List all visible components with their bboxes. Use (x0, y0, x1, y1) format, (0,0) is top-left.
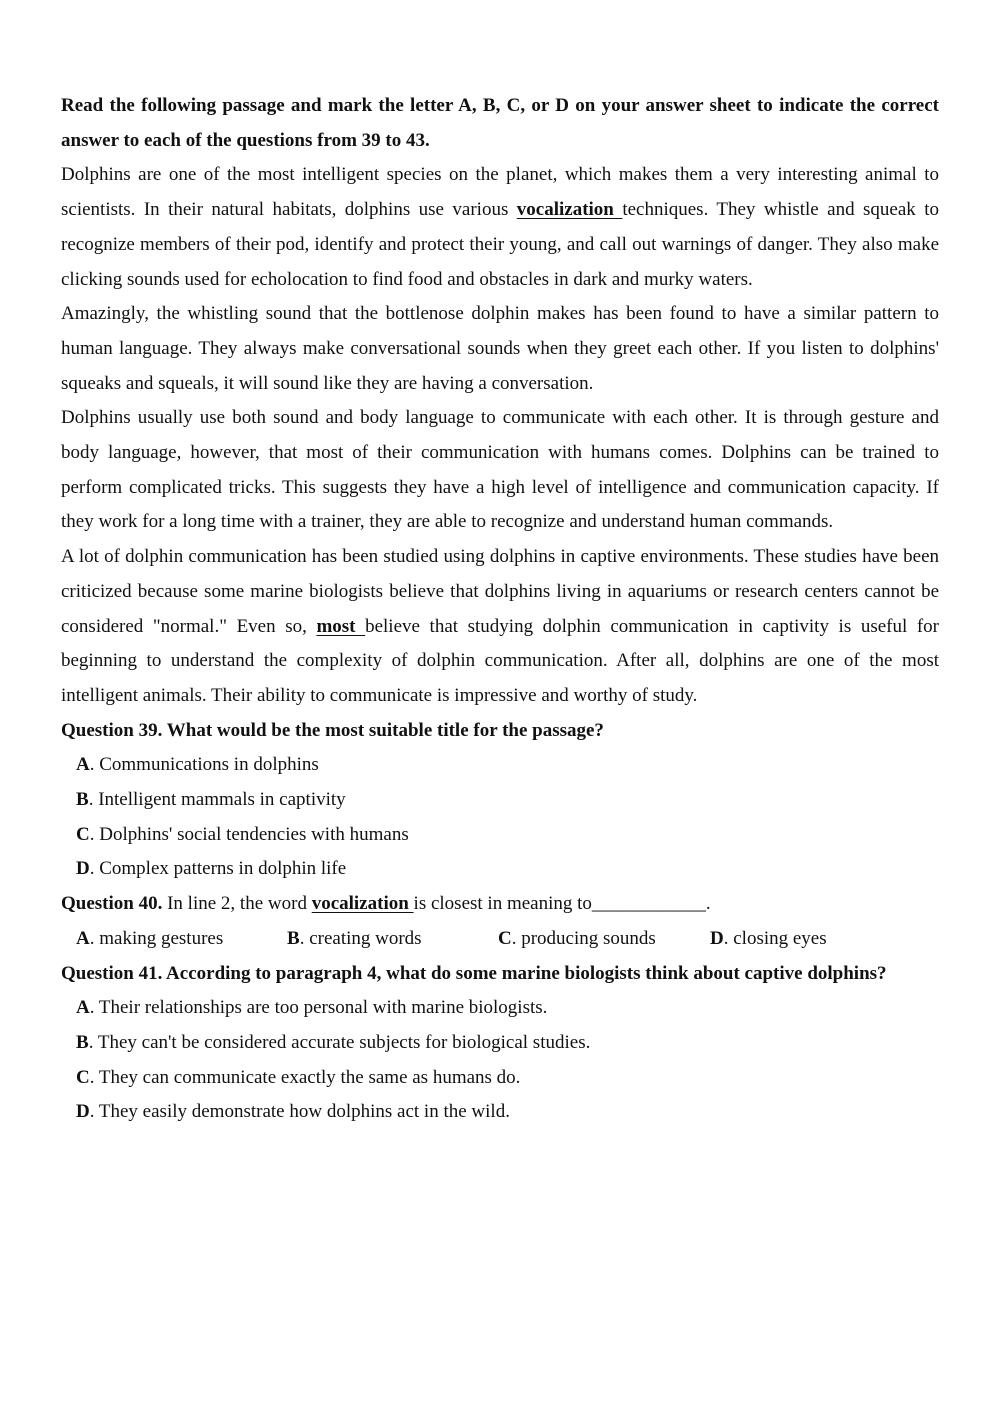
question-41-option-a[interactable] (76, 991, 939, 1026)
passage-paragraph-1 (61, 158, 939, 297)
question-39-option-a[interactable] (76, 748, 939, 783)
option-text: . making gestures (89, 927, 224, 949)
question-39-stem: Question 39. What would be the most suitable title for the passage? (61, 719, 604, 741)
question-40-stem-a: In line 2, the word (162, 893, 312, 915)
option-text: . producing sounds (511, 927, 656, 949)
question-41 (61, 957, 939, 992)
option-letter: D (76, 858, 90, 880)
worksheet-page (61, 89, 939, 1130)
question-41-option-d[interactable] (76, 1095, 939, 1130)
option-letter: D (76, 1101, 90, 1123)
option-letter: D (710, 927, 724, 949)
question-41-option-c[interactable] (76, 1061, 939, 1096)
option-text: . They easily demonstrate how dolphins act in the wild. (89, 1101, 510, 1123)
question-40-underlined-word: vocalization (311, 893, 414, 915)
question-41-option-b[interactable] (76, 1026, 939, 1061)
option-letter: A (76, 754, 90, 776)
option-letter: C (76, 1066, 90, 1088)
question-40 (61, 887, 939, 922)
passage-paragraph-4 (61, 540, 939, 714)
option-letter: A (76, 927, 90, 949)
option-letter: B (287, 927, 300, 949)
answer-blank: ____________. (591, 893, 711, 915)
reading-passage (61, 158, 939, 713)
underlined-word-most: most (316, 615, 366, 637)
option-letter: A (76, 997, 90, 1019)
option-text: . Their relationships are too personal with marine biologists. (89, 997, 548, 1019)
option-text: . closing eyes (723, 927, 827, 949)
question-39-option-d[interactable] (76, 852, 939, 887)
question-40-option-d[interactable] (710, 922, 827, 957)
passage-paragraph-3: Dolphins usually use both sound and body language to communicate with each other. It is through gesture and body language, however, that most of their communication with humans comes. Dolphins can be trained to perform complicated tricks. This suggests they have a high level of intelligence and communication capacity. If they work for a long time with a trainer, they are able to recognize and understand human commands. (61, 407, 939, 533)
option-text: . Dolphins' social tendencies with humans (89, 823, 409, 845)
paragraph-1-text-a: Dolphins are one of the most intelligent species on the planet, which makes them a very interesting animal to scientists. In their natural habitats, dolphins use various (61, 164, 939, 221)
paragraph-4-text-a: A lot of dolphin communication has been studied using dolphins in captive environments. These studies have been criticized because some marine biologists believe that dolphins living in aquariums or research centers cannot be considered "normal." Even so, (61, 546, 939, 637)
question-40-options (76, 922, 939, 957)
paragraph-1-text-b: techniques. They whistle and squeak to recognize members of their pod, identify and protect their young, and call out warnings of danger. They also make clicking sounds used for echolocation to find food and obstacles in dark and murky waters. (61, 199, 939, 290)
option-text: . Intelligent mammals in captivity (88, 789, 346, 811)
question-40-label: Question 40. (61, 893, 163, 915)
instruction-text: Read the following passage and mark the letter A, B, C, or D on your answer sheet to indicate the correct answer to each of the questions from 39 to 43. (61, 95, 939, 151)
option-text: . They can't be considered accurate subjects for biological studies. (88, 1031, 591, 1053)
option-letter: C (498, 927, 512, 949)
option-text: . creating words (299, 927, 422, 949)
question-41-stem: Question 41. According to paragraph 4, what do some marine biologists think about captive dolphins? (61, 962, 887, 984)
question-40-stem-b: is closest in meaning to (413, 893, 592, 915)
option-letter: C (76, 823, 90, 845)
question-39-option-b[interactable] (76, 783, 939, 818)
passage-paragraph-2: Amazingly, the whistling sound that the bottlenose dolphin makes has been found to have a similar pattern to human language. They always make conversational sounds when they greet each other. If you listen to dolphins' squeaks and squeals, it will sound like they are having a conversation. (61, 303, 939, 394)
question-40-option-b[interactable] (287, 922, 498, 957)
option-text: . Communications in dolphins (89, 754, 319, 776)
underlined-word-vocalization: vocalization (516, 199, 623, 221)
question-40-option-c[interactable] (498, 922, 710, 957)
question-40-option-a[interactable] (76, 922, 287, 957)
question-39 (61, 714, 939, 749)
question-39-option-c[interactable] (76, 818, 939, 853)
option-letter: B (76, 1031, 89, 1053)
option-letter: B (76, 789, 89, 811)
paragraph-4-text-b: believe that studying dolphin communication in captivity is useful for beginning to understand the complexity of dolphin communication. After all, dolphins are one of the most intelligent animals. Their ability to communicate is impressive and worthy of study. (61, 615, 939, 706)
option-text: . Complex patterns in dolphin life (89, 858, 347, 880)
option-text: . They can communicate exactly the same as humans do. (89, 1066, 521, 1088)
